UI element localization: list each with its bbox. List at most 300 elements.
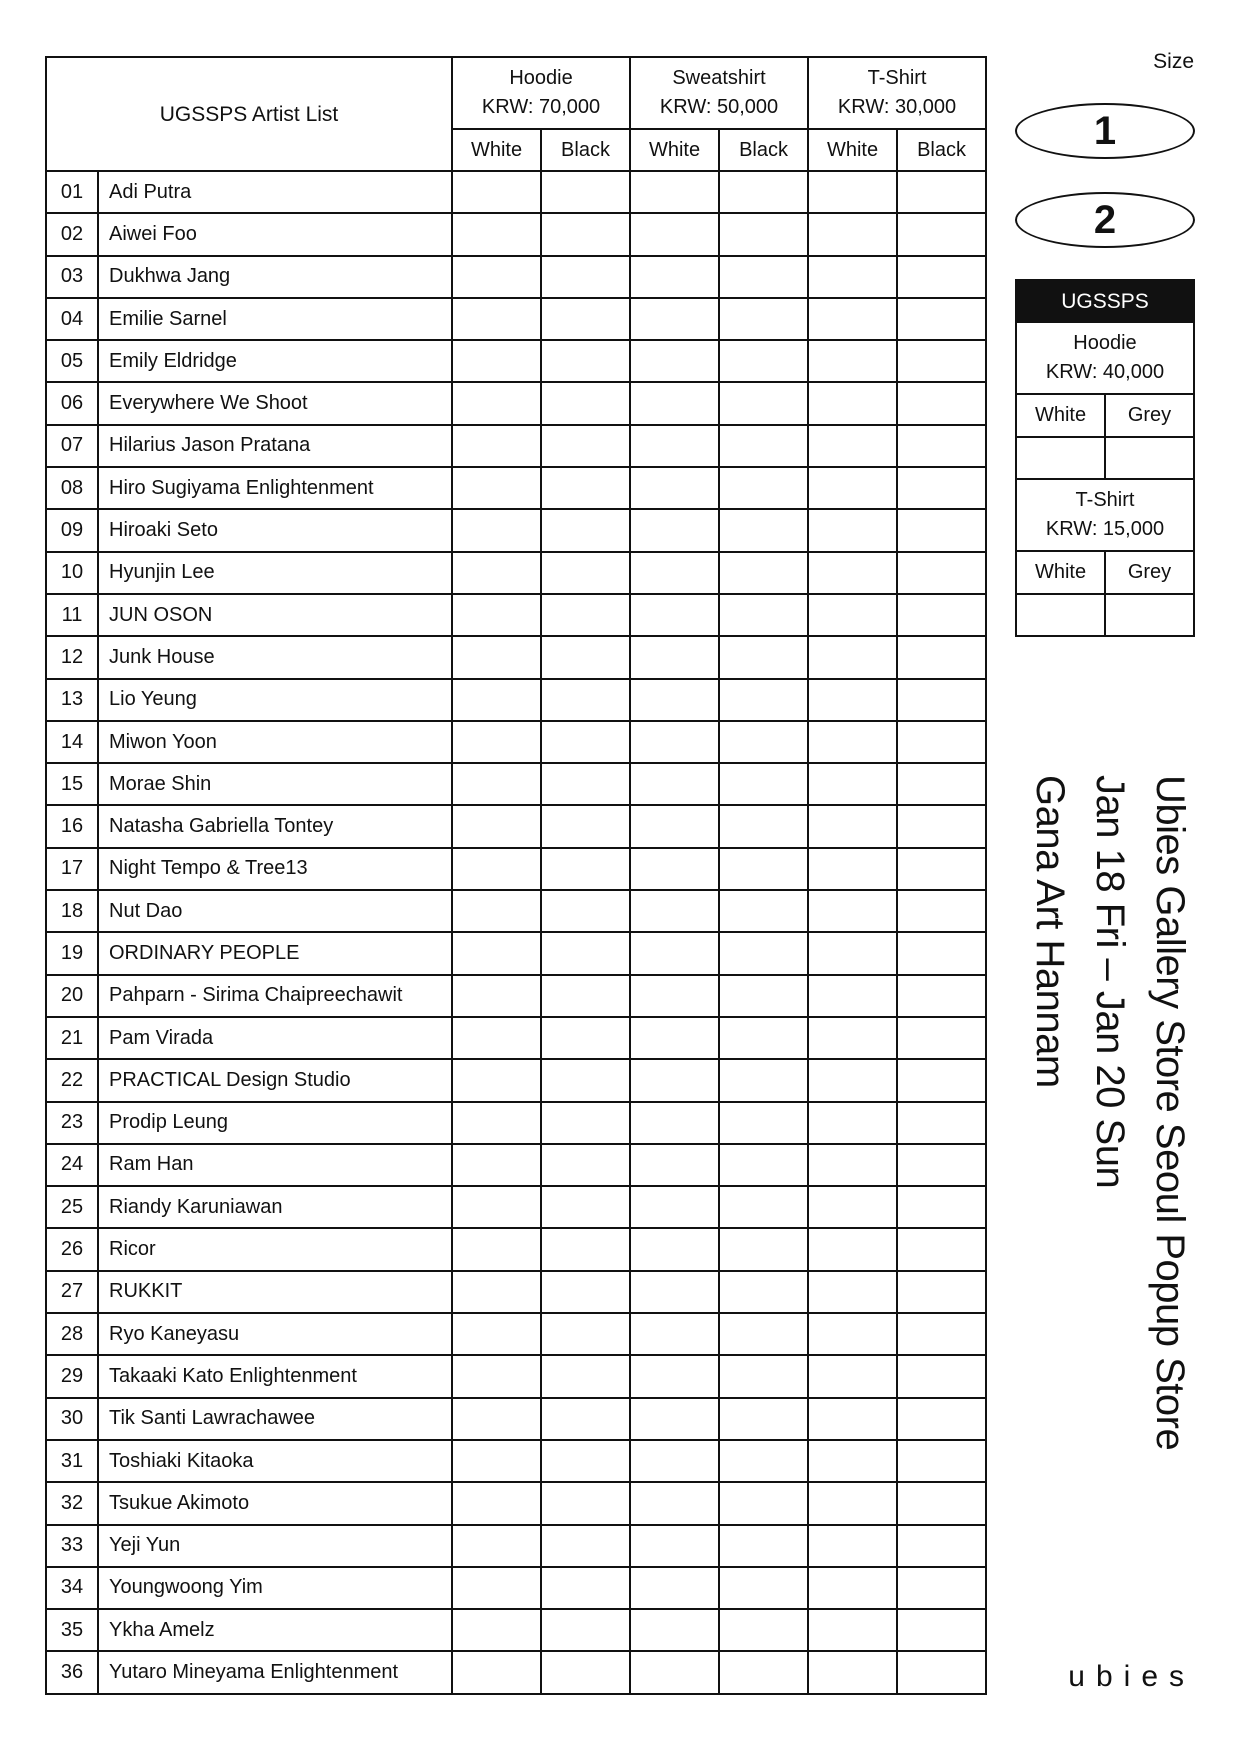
- quantity-cell-tshirt-white[interactable]: [808, 1355, 897, 1397]
- ugssps-tshirt-grey-cell[interactable]: [1105, 594, 1194, 636]
- artist-name: Hiro Sugiyama Enlightenment: [98, 467, 452, 509]
- quantity-cell-tshirt-black[interactable]: [897, 594, 986, 636]
- quantity-cell-sweatshirt-white[interactable]: [630, 1102, 719, 1144]
- artist-row: [46, 552, 986, 594]
- product-name: Sweatshirt: [672, 67, 766, 89]
- quantity-cell-tshirt-white[interactable]: [808, 298, 897, 340]
- quantity-cell-sweatshirt-white[interactable]: [630, 1609, 719, 1651]
- artist-row: [46, 1059, 986, 1101]
- artist-number: 19: [46, 932, 98, 974]
- quantity-cell-tshirt-white[interactable]: [808, 213, 897, 255]
- artist-number: 15: [46, 763, 98, 805]
- quantity-cell-sweatshirt-black[interactable]: [719, 509, 808, 551]
- quantity-cell-sweatshirt-white[interactable]: [630, 382, 719, 424]
- artist-name: Night Tempo & Tree13: [98, 848, 452, 890]
- quantity-cell-hoodie-black[interactable]: [541, 636, 630, 678]
- artist-name: Adi Putra: [98, 171, 452, 213]
- quantity-cell-tshirt-black[interactable]: [897, 509, 986, 551]
- quantity-cell-sweatshirt-black[interactable]: [719, 1017, 808, 1059]
- quantity-cell-tshirt-black[interactable]: [897, 1271, 986, 1313]
- quantity-cell-tshirt-white[interactable]: [808, 721, 897, 763]
- quantity-cell-sweatshirt-black[interactable]: [719, 1186, 808, 1228]
- quantity-cell-sweatshirt-black[interactable]: [719, 213, 808, 255]
- quantity-cell-sweatshirt-white[interactable]: [630, 552, 719, 594]
- quantity-cell-tshirt-black[interactable]: [897, 763, 986, 805]
- artist-number: 10: [46, 552, 98, 594]
- quantity-cell-hoodie-white[interactable]: [452, 1567, 541, 1609]
- quantity-cell-sweatshirt-white[interactable]: [630, 1186, 719, 1228]
- quantity-cell-sweatshirt-white[interactable]: [630, 509, 719, 551]
- quantity-cell-sweatshirt-white[interactable]: [630, 1355, 719, 1397]
- quantity-cell-tshirt-black[interactable]: [897, 932, 986, 974]
- product-price: KRW: 15,000: [1045, 518, 1165, 540]
- quantity-cell-hoodie-black[interactable]: [541, 425, 630, 467]
- ugssps-title: UGSSPS: [1016, 280, 1194, 322]
- artist-number: 25: [46, 1186, 98, 1228]
- quantity-cell-hoodie-black[interactable]: [541, 1144, 630, 1186]
- artist-number: 31: [46, 1440, 98, 1482]
- quantity-cell-sweatshirt-black[interactable]: [719, 1355, 808, 1397]
- quantity-cell-sweatshirt-black[interactable]: [719, 721, 808, 763]
- quantity-cell-sweatshirt-black[interactable]: [719, 1609, 808, 1651]
- quantity-cell-sweatshirt-white[interactable]: [630, 975, 719, 1017]
- quantity-cell-hoodie-white[interactable]: [452, 1186, 541, 1228]
- quantity-cell-tshirt-black[interactable]: [897, 1228, 986, 1270]
- artist-number: 26: [46, 1228, 98, 1270]
- artist-name: Everywhere We Shoot: [98, 382, 452, 424]
- quantity-cell-tshirt-black[interactable]: [897, 213, 986, 255]
- quantity-cell-tshirt-black[interactable]: [897, 1144, 986, 1186]
- quantity-cell-sweatshirt-white[interactable]: [630, 1651, 719, 1693]
- quantity-cell-tshirt-black[interactable]: [897, 1059, 986, 1101]
- quantity-cell-hoodie-black[interactable]: [541, 1482, 630, 1524]
- quantity-cell-sweatshirt-white[interactable]: [630, 1271, 719, 1313]
- quantity-cell-tshirt-black[interactable]: [897, 1525, 986, 1567]
- quantity-cell-sweatshirt-white[interactable]: [630, 932, 719, 974]
- artist-name: Emily Eldridge: [98, 340, 452, 382]
- artist-row: [46, 805, 986, 847]
- artist-row: [46, 1271, 986, 1313]
- quantity-cell-hoodie-white[interactable]: [452, 763, 541, 805]
- quantity-cell-sweatshirt-black[interactable]: [719, 1482, 808, 1524]
- quantity-cell-sweatshirt-black[interactable]: [719, 1228, 808, 1270]
- quantity-cell-hoodie-black[interactable]: [541, 1440, 630, 1482]
- quantity-cell-hoodie-black[interactable]: [541, 171, 630, 213]
- quantity-cell-sweatshirt-black[interactable]: [719, 171, 808, 213]
- artist-number: 36: [46, 1651, 98, 1693]
- quantity-cell-tshirt-black[interactable]: [897, 1398, 986, 1440]
- quantity-cell-sweatshirt-white[interactable]: [630, 256, 719, 298]
- quantity-cell-hoodie-black[interactable]: [541, 1355, 630, 1397]
- artist-rows: [46, 171, 986, 1694]
- quantity-cell-hoodie-black[interactable]: [541, 594, 630, 636]
- quantity-cell-sweatshirt-white[interactable]: [630, 1144, 719, 1186]
- quantity-cell-sweatshirt-white[interactable]: [630, 1059, 719, 1101]
- artist-number: 13: [46, 679, 98, 721]
- quantity-cell-hoodie-white[interactable]: [452, 721, 541, 763]
- quantity-cell-hoodie-black[interactable]: [541, 1313, 630, 1355]
- quantity-cell-sweatshirt-white[interactable]: [630, 1567, 719, 1609]
- quantity-cell-tshirt-black[interactable]: [897, 340, 986, 382]
- artist-number: 24: [46, 1144, 98, 1186]
- quantity-cell-tshirt-black[interactable]: [897, 1482, 986, 1524]
- quantity-cell-tshirt-white[interactable]: [808, 509, 897, 551]
- artist-name: RUKKIT: [98, 1271, 452, 1313]
- quantity-cell-tshirt-white[interactable]: [808, 1398, 897, 1440]
- quantity-cell-tshirt-white[interactable]: [808, 171, 897, 213]
- quantity-cell-tshirt-white[interactable]: [808, 1525, 897, 1567]
- quantity-cell-hoodie-black[interactable]: [541, 679, 630, 721]
- artist-name: Lio Yeung: [98, 679, 452, 721]
- ubies-logo: ubies: [1068, 1660, 1195, 1693]
- quantity-cell-hoodie-white[interactable]: [452, 1228, 541, 1270]
- quantity-cell-sweatshirt-black[interactable]: [719, 1398, 808, 1440]
- quantity-cell-tshirt-white[interactable]: [808, 1017, 897, 1059]
- artist-number: 28: [46, 1313, 98, 1355]
- quantity-cell-sweatshirt-black[interactable]: [719, 1567, 808, 1609]
- artist-name: Yutaro Mineyama Enlightenment: [98, 1651, 452, 1693]
- quantity-cell-hoodie-black[interactable]: [541, 256, 630, 298]
- artist-number: 23: [46, 1102, 98, 1144]
- quantity-cell-hoodie-white[interactable]: [452, 425, 541, 467]
- quantity-cell-hoodie-white[interactable]: [452, 1102, 541, 1144]
- quantity-cell-tshirt-black[interactable]: [897, 1440, 986, 1482]
- quantity-cell-sweatshirt-black[interactable]: [719, 975, 808, 1017]
- quantity-cell-tshirt-white[interactable]: [808, 340, 897, 382]
- quantity-cell-sweatshirt-white[interactable]: [630, 1440, 719, 1482]
- quantity-cell-sweatshirt-white[interactable]: [630, 171, 719, 213]
- artist-number: 07: [46, 425, 98, 467]
- product-name: Hoodie: [1073, 332, 1137, 354]
- quantity-cell-hoodie-white[interactable]: [452, 213, 541, 255]
- quantity-cell-tshirt-white[interactable]: [808, 636, 897, 678]
- artist-number: 02: [46, 213, 98, 255]
- quantity-cell-tshirt-white[interactable]: [808, 848, 897, 890]
- artist-row: [46, 932, 986, 974]
- quantity-cell-hoodie-white[interactable]: [452, 552, 541, 594]
- quantity-cell-sweatshirt-white[interactable]: [630, 1017, 719, 1059]
- quantity-cell-tshirt-white[interactable]: [808, 890, 897, 932]
- quantity-cell-tshirt-black[interactable]: [897, 552, 986, 594]
- quantity-cell-tshirt-white[interactable]: [808, 1144, 897, 1186]
- artist-row: [46, 975, 986, 1017]
- quantity-cell-sweatshirt-black[interactable]: [719, 552, 808, 594]
- quantity-cell-hoodie-black[interactable]: [541, 1059, 630, 1101]
- ugssps-order-table: [1015, 279, 1195, 637]
- quantity-cell-sweatshirt-black[interactable]: [719, 679, 808, 721]
- artist-row: [46, 1228, 986, 1270]
- quantity-cell-sweatshirt-white[interactable]: [630, 1525, 719, 1567]
- quantity-cell-hoodie-white[interactable]: [452, 1651, 541, 1693]
- quantity-cell-hoodie-black[interactable]: [541, 1271, 630, 1313]
- quantity-cell-hoodie-black[interactable]: [541, 340, 630, 382]
- quantity-cell-sweatshirt-black[interactable]: [719, 467, 808, 509]
- artist-number: 16: [46, 805, 98, 847]
- quantity-cell-hoodie-white[interactable]: [452, 467, 541, 509]
- quantity-cell-tshirt-white[interactable]: [808, 1567, 897, 1609]
- quantity-cell-tshirt-black[interactable]: [897, 848, 986, 890]
- artist-name: Dukhwa Jang: [98, 256, 452, 298]
- quantity-cell-hoodie-black[interactable]: [541, 1651, 630, 1693]
- product-header-sweatshirt: [630, 57, 808, 129]
- quantity-cell-hoodie-white[interactable]: [452, 1313, 541, 1355]
- quantity-cell-tshirt-white[interactable]: [808, 1271, 897, 1313]
- quantity-cell-hoodie-white[interactable]: [452, 1482, 541, 1524]
- quantity-cell-hoodie-white[interactable]: [452, 1271, 541, 1313]
- artist-number: 32: [46, 1482, 98, 1524]
- artist-row: [46, 1398, 986, 1440]
- artist-number: 06: [46, 382, 98, 424]
- product-name: T-Shirt: [1075, 489, 1135, 511]
- artist-row: [46, 1102, 986, 1144]
- quantity-cell-tshirt-black[interactable]: [897, 1609, 986, 1651]
- quantity-cell-tshirt-black[interactable]: [897, 382, 986, 424]
- quantity-cell-tshirt-white[interactable]: [808, 256, 897, 298]
- artist-row: [46, 594, 986, 636]
- quantity-cell-sweatshirt-black[interactable]: [719, 1313, 808, 1355]
- artist-number: 11: [46, 594, 98, 636]
- quantity-cell-tshirt-black[interactable]: [897, 721, 986, 763]
- artist-name: Yeji Yun: [98, 1525, 452, 1567]
- quantity-cell-sweatshirt-black[interactable]: [719, 1651, 808, 1693]
- quantity-cell-tshirt-white[interactable]: [808, 1228, 897, 1270]
- quantity-cell-hoodie-white[interactable]: [452, 679, 541, 721]
- quantity-cell-tshirt-black[interactable]: [897, 425, 986, 467]
- quantity-cell-hoodie-black[interactable]: [541, 1228, 630, 1270]
- quantity-cell-sweatshirt-white[interactable]: [630, 636, 719, 678]
- quantity-cell-hoodie-white[interactable]: [452, 890, 541, 932]
- quantity-cell-sweatshirt-black[interactable]: [719, 340, 808, 382]
- quantity-cell-sweatshirt-black[interactable]: [719, 636, 808, 678]
- quantity-cell-hoodie-white[interactable]: [452, 1440, 541, 1482]
- quantity-cell-sweatshirt-black[interactable]: [719, 425, 808, 467]
- quantity-cell-hoodie-black[interactable]: [541, 1567, 630, 1609]
- quantity-cell-hoodie-black[interactable]: [541, 890, 630, 932]
- quantity-cell-tshirt-black[interactable]: [897, 1186, 986, 1228]
- quantity-cell-hoodie-black[interactable]: [541, 763, 630, 805]
- quantity-cell-hoodie-white[interactable]: [452, 1355, 541, 1397]
- artist-name: Emilie Sarnel: [98, 298, 452, 340]
- quantity-cell-tshirt-black[interactable]: [897, 975, 986, 1017]
- quantity-cell-tshirt-white[interactable]: [808, 552, 897, 594]
- quantity-cell-tshirt-white[interactable]: [808, 805, 897, 847]
- quantity-cell-hoodie-black[interactable]: [541, 1017, 630, 1059]
- quantity-cell-tshirt-black[interactable]: [897, 467, 986, 509]
- quantity-cell-sweatshirt-black[interactable]: [719, 382, 808, 424]
- quantity-cell-hoodie-black[interactable]: [541, 1525, 630, 1567]
- quantity-cell-tshirt-black[interactable]: [897, 1567, 986, 1609]
- quantity-cell-tshirt-white[interactable]: [808, 1102, 897, 1144]
- quantity-cell-sweatshirt-white[interactable]: [630, 890, 719, 932]
- quantity-cell-sweatshirt-black[interactable]: [719, 1102, 808, 1144]
- quantity-cell-tshirt-white[interactable]: [808, 932, 897, 974]
- artist-number: 35: [46, 1609, 98, 1651]
- quantity-cell-sweatshirt-black[interactable]: [719, 1440, 808, 1482]
- artist-number: 20: [46, 975, 98, 1017]
- quantity-cell-hoodie-black[interactable]: [541, 467, 630, 509]
- artist-number: 01: [46, 171, 98, 213]
- artist-number: 12: [46, 636, 98, 678]
- quantity-cell-sweatshirt-white[interactable]: [630, 298, 719, 340]
- artist-row: [46, 1609, 986, 1651]
- quantity-cell-tshirt-white[interactable]: [808, 1186, 897, 1228]
- quantity-cell-sweatshirt-black[interactable]: [719, 848, 808, 890]
- quantity-cell-hoodie-black[interactable]: [541, 1186, 630, 1228]
- quantity-cell-tshirt-black[interactable]: [897, 805, 986, 847]
- quantity-cell-hoodie-white[interactable]: [452, 382, 541, 424]
- quantity-cell-hoodie-black[interactable]: [541, 298, 630, 340]
- ugssps-hoodie-grey-cell[interactable]: [1105, 437, 1194, 479]
- quantity-cell-hoodie-black[interactable]: [541, 509, 630, 551]
- quantity-cell-hoodie-white[interactable]: [452, 509, 541, 551]
- quantity-cell-hoodie-white[interactable]: [452, 340, 541, 382]
- quantity-cell-hoodie-white[interactable]: [452, 805, 541, 847]
- artist-name: Nut Dao: [98, 890, 452, 932]
- artist-name: PRACTICAL Design Studio: [98, 1059, 452, 1101]
- artist-number: 08: [46, 467, 98, 509]
- quantity-cell-sweatshirt-white[interactable]: [630, 594, 719, 636]
- quantity-cell-hoodie-white[interactable]: [452, 594, 541, 636]
- quantity-cell-hoodie-black[interactable]: [541, 552, 630, 594]
- quantity-cell-hoodie-black[interactable]: [541, 721, 630, 763]
- quantity-cell-tshirt-black[interactable]: [897, 298, 986, 340]
- quantity-cell-hoodie-black[interactable]: [541, 1398, 630, 1440]
- quantity-cell-sweatshirt-black[interactable]: [719, 890, 808, 932]
- quantity-cell-tshirt-black[interactable]: [897, 1017, 986, 1059]
- quantity-cell-sweatshirt-black[interactable]: [719, 763, 808, 805]
- quantity-cell-hoodie-white[interactable]: [452, 1017, 541, 1059]
- quantity-cell-tshirt-white[interactable]: [808, 1482, 897, 1524]
- artist-row: [46, 1440, 986, 1482]
- artist-row: [46, 1355, 986, 1397]
- quantity-cell-tshirt-white[interactable]: [808, 1609, 897, 1651]
- quantity-cell-hoodie-black[interactable]: [541, 213, 630, 255]
- quantity-cell-sweatshirt-white[interactable]: [630, 679, 719, 721]
- quantity-cell-hoodie-white[interactable]: [452, 171, 541, 213]
- color-header-sweatshirt-white: White: [630, 129, 719, 171]
- artist-number: 33: [46, 1525, 98, 1567]
- quantity-cell-sweatshirt-black[interactable]: [719, 1525, 808, 1567]
- quantity-cell-sweatshirt-white[interactable]: [630, 763, 719, 805]
- quantity-cell-sweatshirt-black[interactable]: [719, 1271, 808, 1313]
- quantity-cell-tshirt-black[interactable]: [897, 1313, 986, 1355]
- quantity-cell-hoodie-white[interactable]: [452, 256, 541, 298]
- quantity-cell-hoodie-black[interactable]: [541, 932, 630, 974]
- quantity-cell-tshirt-black[interactable]: [897, 1102, 986, 1144]
- quantity-cell-tshirt-black[interactable]: [897, 256, 986, 298]
- quantity-cell-tshirt-black[interactable]: [897, 1651, 986, 1693]
- quantity-cell-tshirt-black[interactable]: [897, 171, 986, 213]
- quantity-cell-hoodie-black[interactable]: [541, 975, 630, 1017]
- product-name: Hoodie: [509, 67, 573, 89]
- artist-name: Toshiaki Kitaoka: [98, 1440, 452, 1482]
- quantity-cell-hoodie-black[interactable]: [541, 805, 630, 847]
- ugssps-hoodie-white-cell[interactable]: [1016, 437, 1105, 479]
- quantity-cell-hoodie-white[interactable]: [452, 848, 541, 890]
- quantity-cell-sweatshirt-white[interactable]: [630, 1313, 719, 1355]
- size-option-1[interactable]: 1: [1015, 103, 1195, 159]
- quantity-cell-tshirt-white[interactable]: [808, 763, 897, 805]
- quantity-cell-sweatshirt-black[interactable]: [719, 298, 808, 340]
- artist-row: [46, 382, 986, 424]
- artist-number: 05: [46, 340, 98, 382]
- ugssps-product-hoodie: [1016, 322, 1194, 394]
- quantity-cell-sweatshirt-white[interactable]: [630, 213, 719, 255]
- quantity-cell-sweatshirt-white[interactable]: [630, 721, 719, 763]
- quantity-cell-tshirt-white[interactable]: [808, 467, 897, 509]
- ugssps-tshirt-white-cell[interactable]: [1016, 594, 1105, 636]
- artist-name: Morae Shin: [98, 763, 452, 805]
- quantity-cell-sweatshirt-black[interactable]: [719, 1059, 808, 1101]
- quantity-cell-hoodie-black[interactable]: [541, 382, 630, 424]
- quantity-cell-tshirt-white[interactable]: [808, 1059, 897, 1101]
- quantity-cell-hoodie-white[interactable]: [452, 1398, 541, 1440]
- quantity-cell-tshirt-white[interactable]: [808, 1313, 897, 1355]
- quantity-cell-sweatshirt-white[interactable]: [630, 1482, 719, 1524]
- quantity-cell-hoodie-white[interactable]: [452, 298, 541, 340]
- artist-name: Tsukue Akimoto: [98, 1482, 452, 1524]
- quantity-cell-hoodie-black[interactable]: [541, 848, 630, 890]
- quantity-cell-sweatshirt-black[interactable]: [719, 256, 808, 298]
- quantity-cell-hoodie-white[interactable]: [452, 1609, 541, 1651]
- quantity-cell-tshirt-white[interactable]: [808, 425, 897, 467]
- quantity-cell-tshirt-white[interactable]: [808, 975, 897, 1017]
- artist-number: 29: [46, 1355, 98, 1397]
- quantity-cell-sweatshirt-white[interactable]: [630, 340, 719, 382]
- quantity-cell-tshirt-black[interactable]: [897, 890, 986, 932]
- color-header-hoodie-black: Black: [541, 129, 630, 171]
- quantity-cell-tshirt-black[interactable]: [897, 1355, 986, 1397]
- quantity-cell-sweatshirt-white[interactable]: [630, 425, 719, 467]
- quantity-cell-sweatshirt-black[interactable]: [719, 1144, 808, 1186]
- color-header-tshirt-white: White: [808, 129, 897, 171]
- quantity-cell-sweatshirt-black[interactable]: [719, 594, 808, 636]
- quantity-cell-sweatshirt-white[interactable]: [630, 1228, 719, 1270]
- artist-number: 30: [46, 1398, 98, 1440]
- quantity-cell-hoodie-white[interactable]: [452, 932, 541, 974]
- quantity-cell-tshirt-white[interactable]: [808, 679, 897, 721]
- quantity-cell-hoodie-white[interactable]: [452, 1144, 541, 1186]
- quantity-cell-sweatshirt-black[interactable]: [719, 932, 808, 974]
- artist-row: [46, 171, 986, 213]
- quantity-cell-sweatshirt-white[interactable]: [630, 467, 719, 509]
- quantity-cell-tshirt-white[interactable]: [808, 594, 897, 636]
- quantity-cell-tshirt-white[interactable]: [808, 1651, 897, 1693]
- artist-name: Hyunjin Lee: [98, 552, 452, 594]
- quantity-cell-tshirt-black[interactable]: [897, 636, 986, 678]
- quantity-cell-tshirt-black[interactable]: [897, 679, 986, 721]
- artist-name: Natasha Gabriella Tontey: [98, 805, 452, 847]
- artist-name: Ricor: [98, 1228, 452, 1270]
- artist-name: Prodip Leung: [98, 1102, 452, 1144]
- quantity-cell-hoodie-white[interactable]: [452, 1525, 541, 1567]
- quantity-cell-hoodie-black[interactable]: [541, 1609, 630, 1651]
- artist-row: [46, 425, 986, 467]
- quantity-cell-hoodie-white[interactable]: [452, 1059, 541, 1101]
- artist-name: Junk House: [98, 636, 452, 678]
- quantity-cell-sweatshirt-white[interactable]: [630, 805, 719, 847]
- quantity-cell-sweatshirt-white[interactable]: [630, 1398, 719, 1440]
- quantity-cell-hoodie-black[interactable]: [541, 1102, 630, 1144]
- quantity-cell-sweatshirt-white[interactable]: [630, 848, 719, 890]
- quantity-cell-hoodie-white[interactable]: [452, 636, 541, 678]
- quantity-cell-tshirt-white[interactable]: [808, 1440, 897, 1482]
- quantity-cell-sweatshirt-black[interactable]: [719, 805, 808, 847]
- size-option-2[interactable]: 2: [1015, 192, 1195, 248]
- quantity-cell-tshirt-white[interactable]: [808, 382, 897, 424]
- quantity-cell-hoodie-white[interactable]: [452, 975, 541, 1017]
- artist-row: [46, 1482, 986, 1524]
